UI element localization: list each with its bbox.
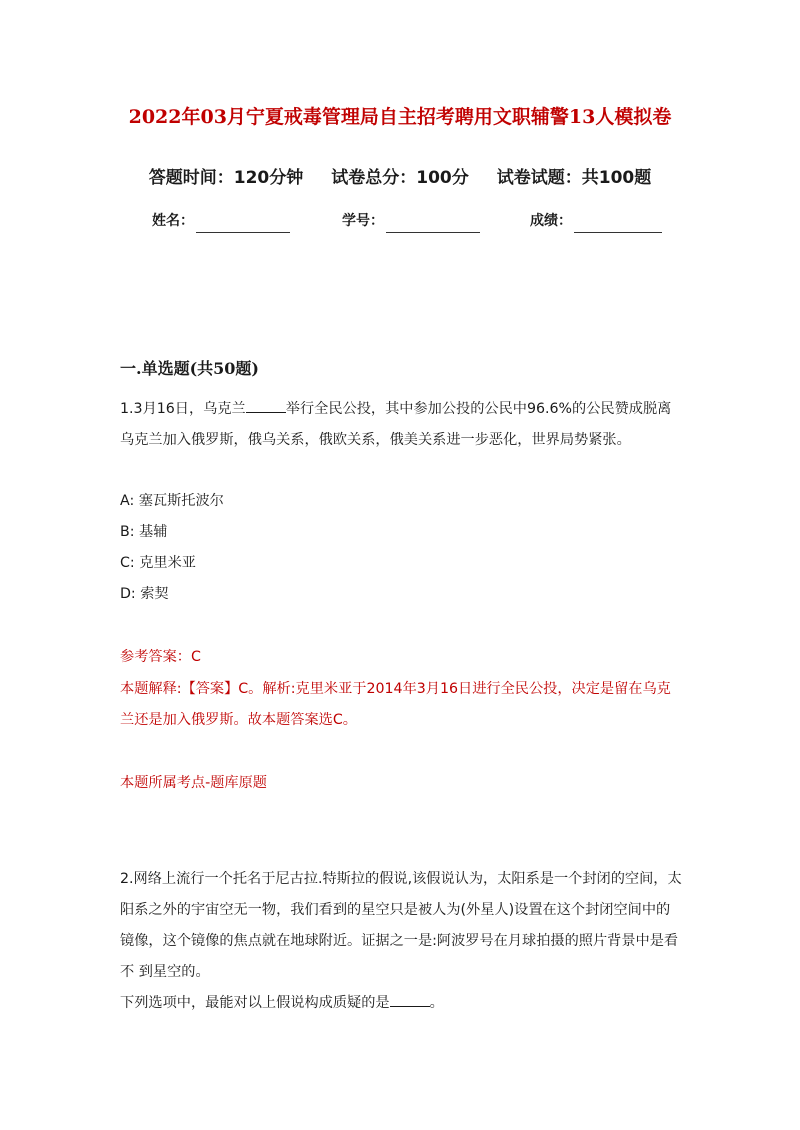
q1-option-a[interactable]: A: 塞瓦斯托波尔 xyxy=(120,493,224,509)
q1-stem-before-blank: 1.3月16日，乌克兰 xyxy=(120,401,246,417)
q2-prompt-after-blank: 。 xyxy=(429,995,444,1011)
student-id-label: 学号： xyxy=(342,213,384,229)
q1-reference-answer: 参考答案：C xyxy=(120,649,201,665)
exam-question-count: 试卷试题：共100题 xyxy=(496,168,652,188)
q1-stem-after-blank: 举行全民公投，其中参加公投的公民中96.6%的公民赞成脱离乌克兰加入俄罗斯，俄乌关系，俄欧关系，俄美关系进一步恶化，世界局势紧张。 xyxy=(120,401,672,448)
score-field xyxy=(530,209,662,233)
q1-answer-blank xyxy=(246,396,286,413)
score-blank[interactable] xyxy=(574,214,662,233)
q1-option-b[interactable]: B: 基辅 xyxy=(120,524,168,540)
student-id-blank[interactable] xyxy=(386,214,480,233)
q1-option-c[interactable]: C: 克里米亚 xyxy=(120,555,196,571)
q2-prompt xyxy=(120,988,682,1019)
question-1-stem xyxy=(120,394,682,456)
q1-knowledge-point: 本题所属考点-题库原题 xyxy=(120,775,267,791)
q1-option-d[interactable]: D: 索契 xyxy=(120,586,169,602)
page-title: 2022年03月宁夏戒毒管理局自主招考聘用文职辅警13人模拟卷 xyxy=(128,106,672,128)
score-label: 成绩： xyxy=(530,213,572,229)
student-info-row xyxy=(152,209,672,233)
q2-prompt-before-blank: 下列选项中，最能对以上假说构成质疑的是 xyxy=(120,995,390,1011)
q2-stem-text: 2.网络上流行一个托名于尼古拉.特斯拉的假说,该假说认为，太阳系是一个封闭的空间，太阳系之外的宇宙空无一物，我们看到的星空只是被人为(外星人)设置在这个封闭空间中的 镜像，这个镜像的焦点就在地球附近。证据之一是:阿波罗号在月球拍摄的照片背景中是看不 到星空的。 xyxy=(120,871,682,980)
exam-total-score: 试卷总分：100分 xyxy=(331,168,469,188)
student-id-field xyxy=(342,209,480,233)
question-2-stem xyxy=(120,864,682,1019)
section-title: 一.单选题(共50题) xyxy=(120,359,259,378)
exam-meta-row xyxy=(0,166,800,190)
exam-time: 答题时间：120分钟 xyxy=(148,168,304,188)
name-label: 姓名： xyxy=(152,213,194,229)
q1-explanation: 本题解释:【答案】C。解析:克里米亚于2014年3月16日进行全民公投，决定是留在乌克兰还是加入俄罗斯。故本题答案选C。 xyxy=(120,681,671,728)
q2-answer-blank xyxy=(390,990,430,1007)
name-blank[interactable] xyxy=(196,214,290,233)
name-field xyxy=(152,209,290,233)
